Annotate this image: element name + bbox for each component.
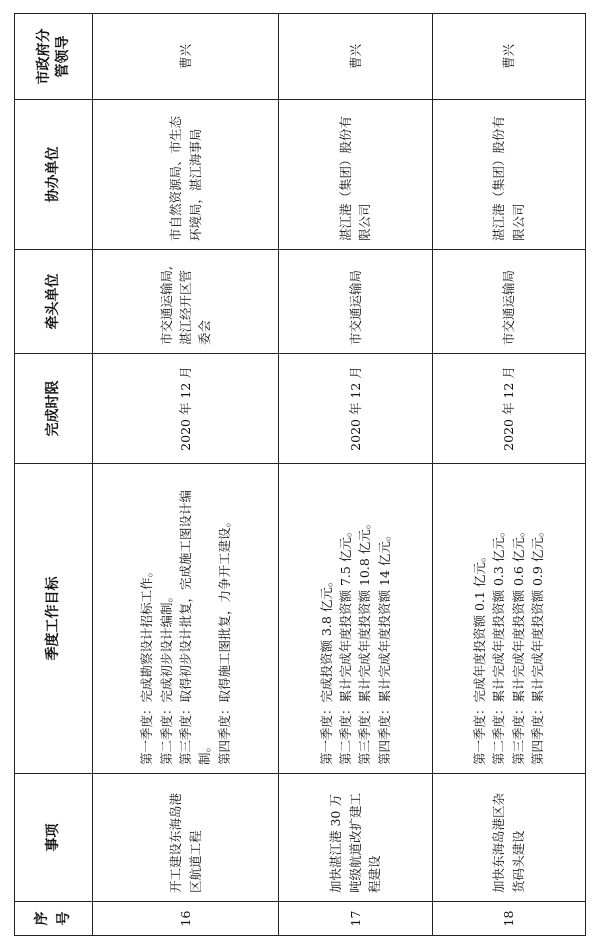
cell-assist: 湛江港（集团）股份有限公司 [432, 100, 585, 250]
goal-q3: 第三季度：累计完成年度投资额 0.6 亿元。 [510, 524, 526, 765]
goal-q4: 第四季度：取得施工图批复，力争开工建设。 [216, 514, 232, 765]
header-goal: 季度工作目标 [15, 464, 93, 774]
goal-q3: 第三季度：取得初步设计批复，完成施工图设计编制。 [177, 489, 213, 765]
goal-q4: 第四季度：累计完成年度投资额 14 亿元。 [376, 528, 392, 765]
header-lead: 牵头单位 [15, 250, 93, 354]
cell-seq: 16 [93, 902, 279, 936]
table-row [93, 14, 279, 936]
header-deadline: 完成时限 [15, 354, 93, 464]
table-row [432, 14, 585, 936]
cell-item: 加快湛江港 30 万吨级航道改扩建工程建设 [279, 774, 432, 902]
cell-lead: 市交通运输局 [279, 250, 432, 354]
goal-q1: 第一季度：完成年度投资额 0.1 亿元。 [472, 549, 488, 765]
cell-deadline: 2020 年 12 月 [279, 354, 432, 464]
header-leader: 市政府分管领导 [15, 14, 93, 100]
header-assist: 协办单位 [15, 100, 93, 250]
cell-deadline: 2020 年 12 月 [432, 354, 585, 464]
goal-q1: 第一季度：完成投资额 3.8 亿元。 [318, 574, 334, 765]
table-row [279, 14, 432, 936]
cell-leader: 曹兴 [432, 14, 585, 100]
goal-q2: 第二季度：完成初步设计编制。 [158, 589, 174, 765]
goal-q3: 第三季度：累计完成年度投资额 10.8 亿元。 [357, 516, 373, 765]
cell-deadline: 2020 年 12 月 [93, 354, 279, 464]
goal-q2: 第二季度：累计完成年度投资额 0.3 亿元。 [491, 524, 507, 765]
work-plan-table [14, 13, 586, 936]
header-seq: 序号 [15, 902, 93, 936]
cell-leader: 曹兴 [93, 14, 279, 100]
cell-goals [432, 464, 585, 774]
cell-item: 开工建设东海岛港区航道工程 [93, 774, 279, 902]
cell-seq: 18 [432, 902, 585, 936]
header-row [15, 14, 93, 936]
cell-assist: 湛江港（集团）股份有限公司 [279, 100, 432, 250]
cell-leader: 曹兴 [279, 14, 432, 100]
header-item: 事项 [15, 774, 93, 902]
goal-q2: 第二季度：累计完成年度投资额 7.5 亿元。 [338, 524, 354, 765]
cell-goals [93, 464, 279, 774]
cell-lead: 市交通运输局 [432, 250, 585, 354]
cell-item: 加快东海岛港区杂货码头建设 [432, 774, 585, 902]
cell-seq: 17 [279, 902, 432, 936]
cell-lead: 市交通运输局,湛江经开区管委会 [93, 250, 279, 354]
cell-goals [279, 464, 432, 774]
goal-q1: 第一季度：完成勘察设计招标工作。 [139, 564, 155, 765]
goal-q4: 第四季度：累计完成年度投资额 0.9 亿元。 [530, 524, 546, 765]
cell-assist: 市自然资源局、市生态环境局，湛江海事局 [93, 100, 279, 250]
